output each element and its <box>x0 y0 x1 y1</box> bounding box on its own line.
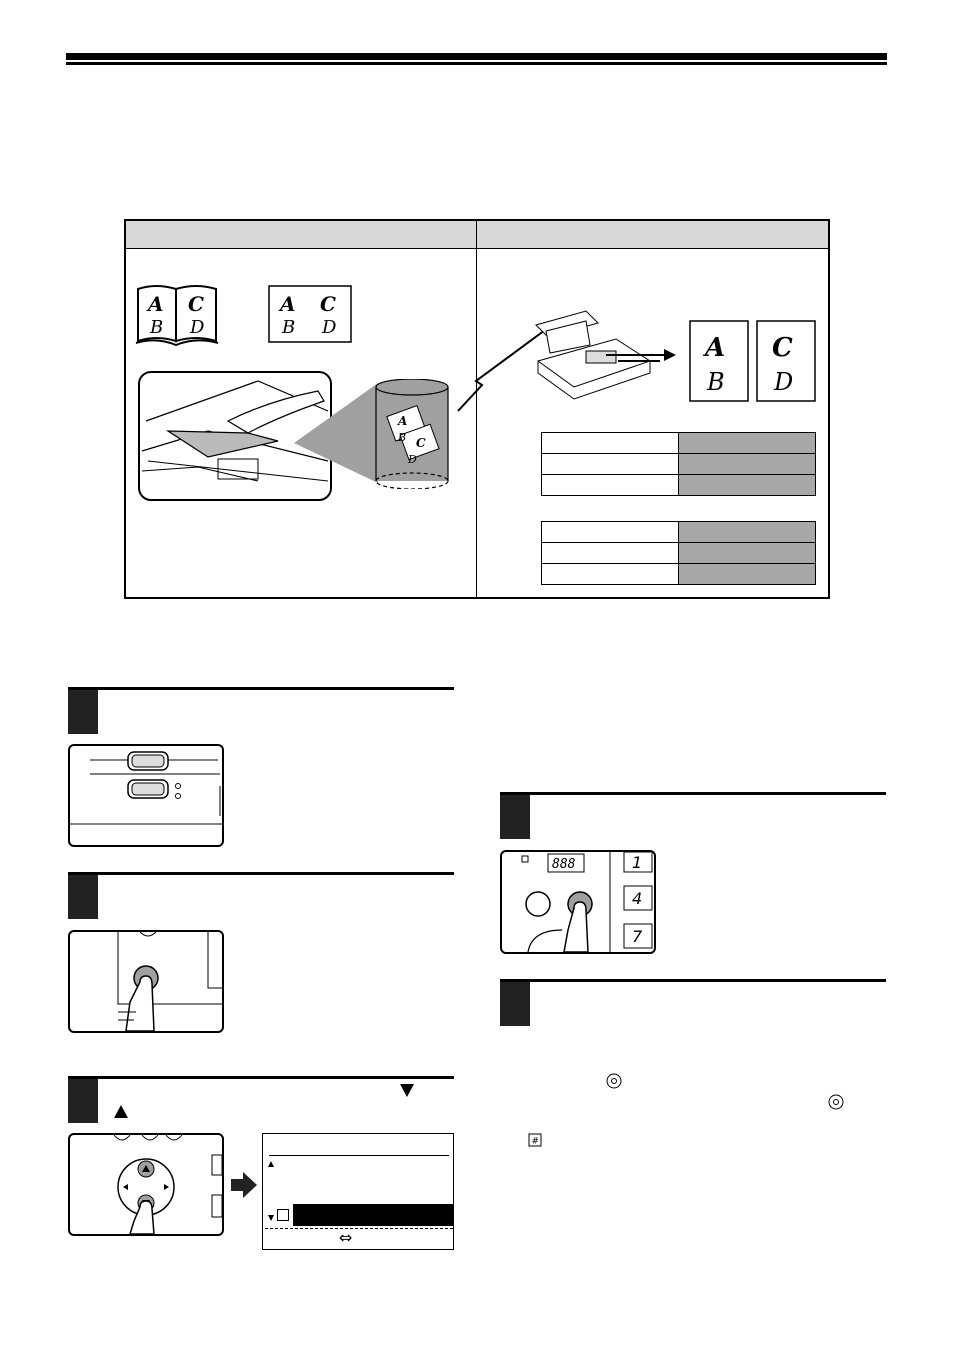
table-cell <box>542 475 679 496</box>
mode-keys-illustration <box>70 746 222 845</box>
comparison-table-header <box>126 221 828 249</box>
paper-letter-b: B <box>398 431 407 444</box>
table-row <box>542 522 816 543</box>
step1-number <box>68 690 98 734</box>
start-key-icon-2 <box>828 1094 844 1110</box>
flat-sheet-illustration <box>268 285 354 345</box>
svg-text:#: # <box>531 1136 540 1147</box>
lcd-swap-symbol: ⇔ <box>339 1228 353 1247</box>
table-cell <box>542 522 679 543</box>
header-rule-thin <box>66 62 887 65</box>
table-cell <box>679 454 816 475</box>
next-arrow-icon <box>229 1170 259 1200</box>
step2-panel <box>68 930 224 1033</box>
lcd-up-arrow-icon <box>267 1160 275 1168</box>
lcd-screen <box>262 1133 454 1250</box>
book-letter-a: A <box>148 292 164 316</box>
table-cell <box>679 543 816 564</box>
book-letter-c: C <box>188 292 204 316</box>
start-key-icon <box>606 1073 622 1089</box>
lcd-divider <box>269 1155 449 1156</box>
sheet-letter-a: A <box>280 292 296 316</box>
lcd-checkbox[interactable] <box>277 1209 289 1221</box>
output-letter-b: B <box>707 368 725 396</box>
paper-letter-a: A <box>398 414 408 428</box>
paper-letter-d: D <box>408 453 417 466</box>
press-key-illustration <box>70 932 222 1031</box>
step4-rule <box>500 792 886 795</box>
digit-4-label: 4 <box>632 889 643 908</box>
open-book-illustration <box>134 283 224 347</box>
table-row <box>542 543 816 564</box>
lcd-dashed-divider <box>265 1228 453 1229</box>
step4-panel <box>500 850 656 954</box>
step3-number <box>68 1079 98 1123</box>
step5-rule <box>500 979 886 982</box>
table-cell <box>542 454 679 475</box>
output-page-cd <box>756 320 818 404</box>
size-table-1 <box>541 432 816 496</box>
sheet-letter-b: B <box>282 317 296 338</box>
table-row <box>542 564 816 585</box>
hash-key-icon <box>528 1133 542 1147</box>
output-letter-c: C <box>772 333 793 363</box>
counter-value: 888 <box>552 857 576 872</box>
lcd-highlighted-row[interactable] <box>293 1204 453 1226</box>
step2-number <box>68 875 98 919</box>
step3-rule <box>68 1076 454 1079</box>
step3-panel <box>68 1133 224 1236</box>
step1-panel <box>68 744 224 847</box>
table-row <box>542 454 816 475</box>
scan-projection-cylinder <box>286 379 456 489</box>
book-letter-b: B <box>150 317 164 338</box>
table-cell <box>542 543 679 564</box>
paper-letter-c: C <box>416 436 426 450</box>
finger-icon <box>564 902 588 952</box>
table-cell <box>679 564 816 585</box>
arrow-keys-illustration <box>70 1135 222 1234</box>
digit-1-label: 1 <box>632 853 643 872</box>
table-cell <box>679 433 816 454</box>
finger-icon <box>126 976 154 1031</box>
step1-rule <box>68 687 454 690</box>
output-page-ab <box>689 320 751 404</box>
comparison-table <box>124 219 830 599</box>
output-letter-d: D <box>774 368 794 396</box>
table-row <box>542 475 816 496</box>
table-cell <box>679 475 816 496</box>
step4-number <box>500 795 530 839</box>
table-cell <box>679 522 816 543</box>
book-letter-d: D <box>190 317 205 338</box>
table-row <box>542 433 816 454</box>
step5-number <box>500 982 530 1026</box>
digit-7-label: 7 <box>632 927 643 946</box>
table-cell <box>542 564 679 585</box>
fax-output-arrow <box>606 345 676 365</box>
lcd-down-arrow-icon <box>267 1214 275 1222</box>
keypad-illustration <box>502 852 654 952</box>
header-rule-thick <box>66 53 887 60</box>
up-triangle-icon <box>112 1104 130 1120</box>
step2-rule <box>68 872 454 875</box>
size-table-2 <box>541 521 816 585</box>
down-triangle-icon <box>398 1082 416 1098</box>
copy-icon <box>522 856 528 862</box>
left-round-key[interactable] <box>526 892 550 916</box>
sheet-letter-c: C <box>320 292 336 316</box>
sheet-letter-d: D <box>322 317 337 338</box>
table-cell <box>542 433 679 454</box>
output-letter-a: A <box>705 333 726 363</box>
